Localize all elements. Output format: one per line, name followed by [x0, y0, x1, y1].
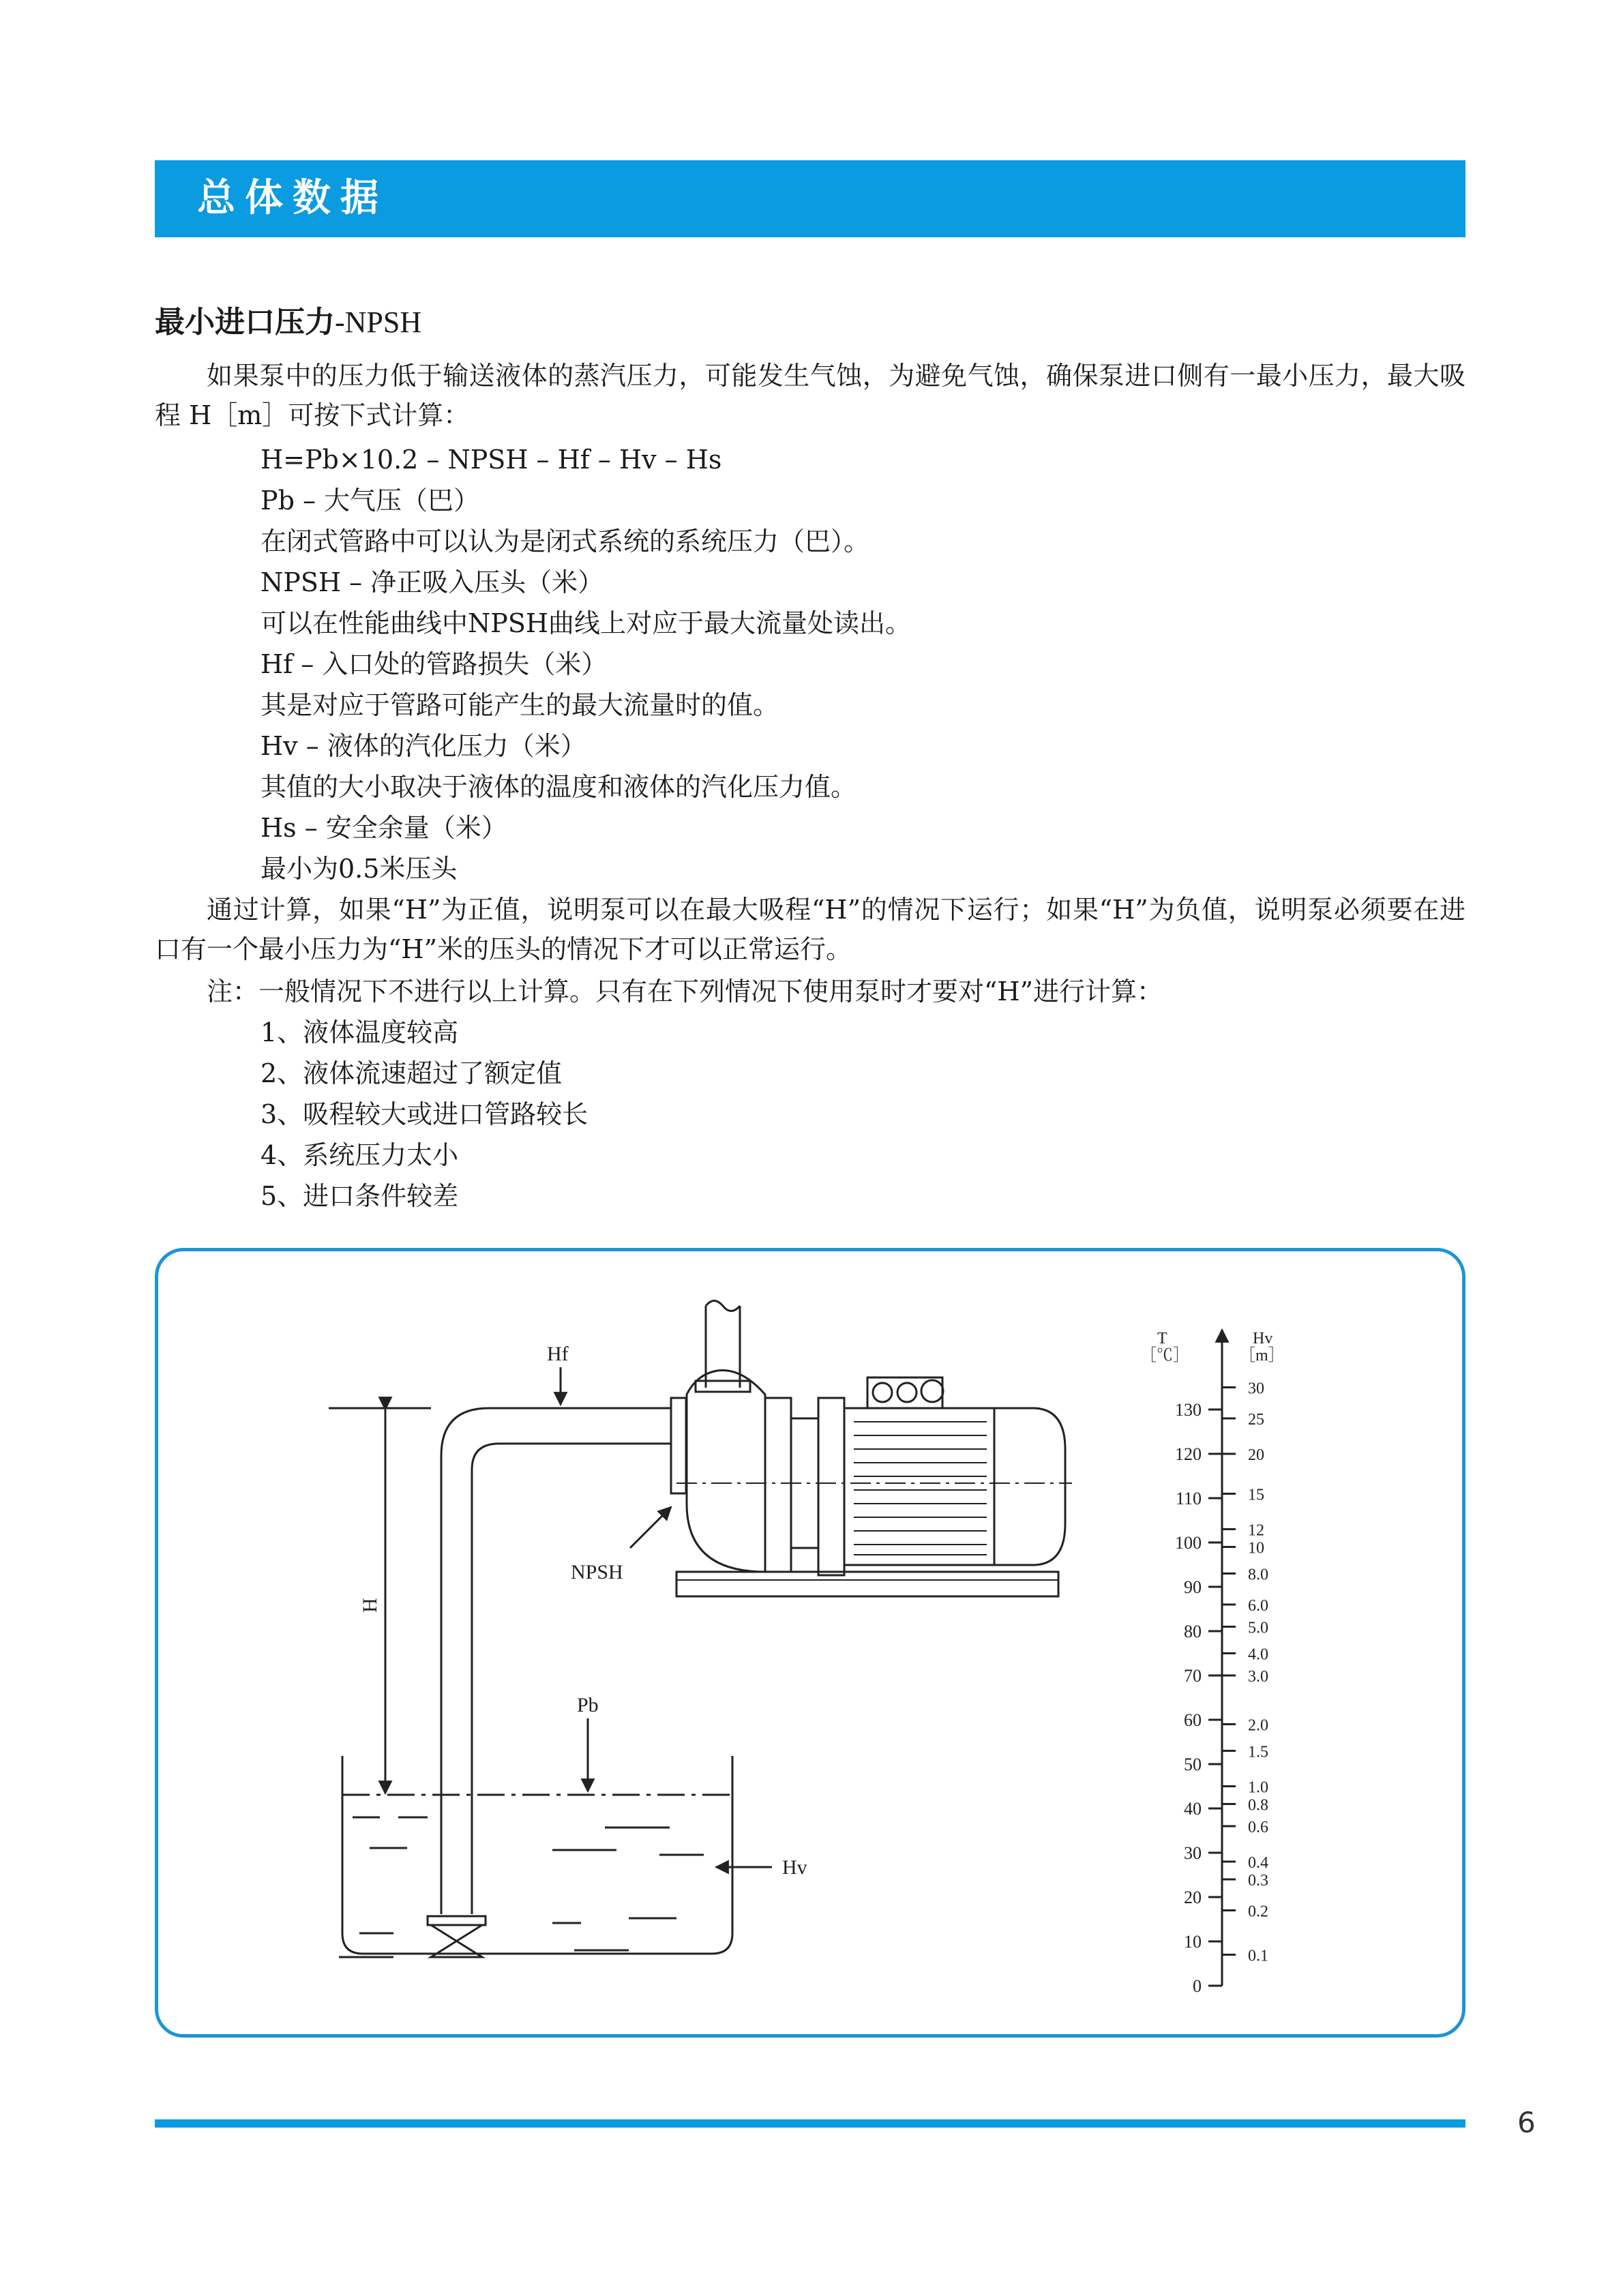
hv-tick-label: 0.6: [1248, 1819, 1268, 1836]
hv-tick-label: 3.0: [1248, 1668, 1268, 1686]
npsh-label: NPSH: [571, 1561, 623, 1583]
motor-fins: [854, 1422, 987, 1555]
hv-tick-label: 2.0: [1248, 1716, 1268, 1735]
hv-label: Hv: [782, 1856, 807, 1879]
hv-tick-label: 8.0: [1248, 1566, 1268, 1584]
hv-tick-label: 0.1: [1248, 1947, 1268, 1965]
t-tick-label: 60: [1184, 1710, 1202, 1730]
hv-tick-label: 0.2: [1248, 1903, 1268, 1921]
hv-tick-label: 0.3: [1248, 1872, 1268, 1890]
npsh-diagram: [155, 1248, 1465, 2038]
formula-line: H=Pb×10.2 – NPSH – Hf – Hv – Hs: [260, 445, 722, 475]
condition-item: 3、吸程较大或进口管路较长: [260, 1099, 589, 1129]
pump-cover: [765, 1398, 791, 1572]
formula-line: Pb – 大气压（巴）: [260, 486, 480, 516]
section-title: [155, 302, 421, 343]
section-title-cn: 最小进口压力: [155, 305, 335, 340]
t-tick-label: 50: [1184, 1755, 1202, 1774]
motor-flange: [818, 1398, 844, 1575]
t-tick-label: 110: [1175, 1489, 1202, 1508]
t-tick-label: 90: [1184, 1577, 1202, 1597]
banner-title: 总体数据: [197, 176, 388, 220]
formula-line: 最小为0.5米压头: [260, 854, 458, 884]
hv-tick-label: 1.5: [1248, 1743, 1268, 1761]
t-tick-label: 80: [1184, 1622, 1202, 1641]
discharge-pipe: [706, 1301, 740, 1388]
t-tick-label: 120: [1175, 1444, 1202, 1464]
footer-rule: [155, 2119, 1465, 2128]
discharge-flange: [696, 1381, 750, 1392]
pump-casing: [687, 1370, 765, 1572]
t-tick-label: 0: [1193, 1976, 1202, 1996]
t-tick-label: 40: [1184, 1799, 1202, 1819]
terminal-box: [867, 1377, 942, 1408]
condition-item: 5、进口条件较差: [260, 1181, 459, 1211]
t-title: T: [1157, 1330, 1167, 1347]
hv-tick-label: 4.0: [1248, 1645, 1268, 1664]
diagram-svg: [158, 1251, 1469, 2041]
page-number: 6: [1517, 2106, 1536, 2139]
hv-tick-label: 12: [1248, 1521, 1264, 1540]
section-banner: [155, 160, 1465, 237]
intro-paragraph: 如果泵中的压力低于输送液体的蒸汽压力，可能发生气蚀，为避免气蚀，确保泵进口侧有一最小压力，最大吸程 H［m］可按下式计算：: [155, 361, 1465, 430]
pb-label: Pb: [577, 1694, 599, 1716]
base-plate: [676, 1572, 1058, 1596]
condition-item: 1、液体温度较高: [260, 1017, 459, 1047]
hv-tick-label: 15: [1248, 1486, 1264, 1504]
formula-line: 其值的大小取决于液体的温度和液体的汽化压力值。: [260, 772, 857, 802]
formula-line: Hv – 液体的汽化压力（米）: [260, 731, 586, 761]
condition-item: 4、系统压力太小: [260, 1140, 459, 1170]
formula-line: 在闭式管路中可以认为是闭式系统的系统压力（巴）。: [260, 526, 870, 556]
hv-tick-label: 1.0: [1248, 1778, 1268, 1797]
hv-tick-label: 10: [1248, 1539, 1264, 1557]
hv-tick-label: 20: [1248, 1446, 1264, 1464]
formula-line: 可以在性能曲线中NPSH曲线上对应于最大流量处读出。: [260, 608, 911, 638]
h-label: H: [359, 1598, 381, 1613]
formula-line: Hf – 入口处的管路损失（米）: [260, 649, 608, 679]
hv-tick-label: 6.0: [1248, 1597, 1268, 1615]
t-tick-label: 70: [1184, 1666, 1202, 1686]
hf-label: Hf: [547, 1343, 569, 1365]
formula-line: NPSH – 净正吸入压头（米）: [260, 567, 604, 597]
npsh-arrow: [630, 1507, 671, 1548]
formula-line: Hs – 安全余量（米）: [260, 813, 507, 843]
condition-item: 2、液体流速超过了额定值: [260, 1058, 563, 1088]
hv-tick-label: 30: [1248, 1380, 1264, 1398]
t-tick-label: 30: [1184, 1843, 1202, 1863]
motor-end-cap: [994, 1408, 1065, 1565]
formula-line: 其是对应于管路可能产生的最大流量时的值。: [260, 690, 779, 720]
hv-tick-label: 0.8: [1248, 1796, 1268, 1815]
section-title-en: -NPSH: [335, 305, 422, 339]
t-tick-label: 130: [1175, 1400, 1202, 1420]
note-line: 注：一般情况下不进行以上计算。只有在下列情况下使用泵时才要对“H”进行计算：: [207, 976, 1163, 1007]
hv-title: Hv: [1253, 1330, 1273, 1347]
t-tick-label: 20: [1184, 1888, 1202, 1907]
hv-tick-label: 5.0: [1248, 1619, 1268, 1637]
t-unit: ［℃］: [1140, 1347, 1189, 1365]
hv-tick-label: 25: [1248, 1411, 1264, 1429]
hv-tick-label: 0.4: [1248, 1854, 1268, 1872]
conclusion-paragraph: 通过计算，如果“H”为正值，说明泵可以在最大吸程“H”的情况下运行；如果“H”为负值，说明泵必须要在进口有一个最小压力为“H”米的压头的情况下才可以正常运行。: [155, 895, 1465, 964]
suction-pipe: [441, 1408, 671, 1914]
motor-body: [844, 1408, 994, 1565]
t-tick-label: 100: [1175, 1533, 1202, 1553]
water-ripple-marks: [339, 1817, 704, 1957]
temperature-vapour-scale: [1140, 1330, 1285, 1996]
pump-motor-unit: [671, 1301, 1072, 1597]
suction-flange: [671, 1398, 686, 1493]
hv-unit: ［m］: [1239, 1347, 1285, 1365]
foot-valve: [428, 1916, 486, 1957]
t-tick-label: 10: [1184, 1932, 1202, 1952]
